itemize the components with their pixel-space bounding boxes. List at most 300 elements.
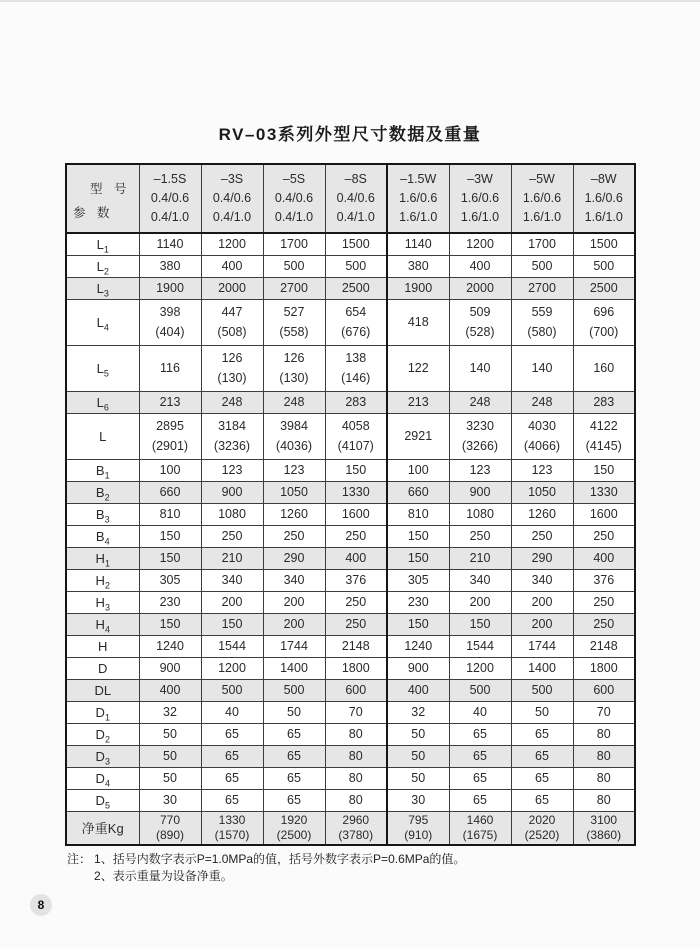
cell-line: 250 [593,529,615,543]
cell-line: 654 [345,305,367,319]
table-cell [511,613,573,635]
table-cell [387,635,449,657]
cell-line: 1544 [218,639,246,653]
cell-line: 65 [473,727,487,741]
table-cell [201,591,263,613]
row-label-subscript: 1 [104,470,110,481]
row-label: $D_3$ [66,745,139,767]
table-cell [201,459,263,481]
table-row [66,613,635,635]
table-cell [387,789,449,811]
cell-line: 1140 [156,237,184,252]
row-label: $D_4$ [66,767,139,789]
cell-line: (2520) [524,827,560,842]
table-cell [263,723,325,745]
cell-line: 50 [163,749,177,763]
table-cell [325,635,387,657]
column-header-line: 1.6/1.0 [522,210,562,224]
cell-line: 1240 [404,639,433,653]
table-cell [387,547,449,569]
table-cell [449,459,511,481]
table-cell [325,701,387,723]
row-label-subscript: 4 [103,322,109,333]
cell-line: 138 [345,351,367,365]
table-row [66,657,635,679]
cell-line: 2148 [589,639,618,653]
cell-line: 248 [283,395,305,409]
cell-line: 100 [159,463,181,477]
cell-line: 4058 [341,419,370,433]
table-cell [263,613,325,635]
table-cell [573,525,635,547]
cell-line: 1400 [280,661,308,675]
cell-line: (130) [279,371,309,385]
cell-line: 65 [287,749,301,763]
table-cell [387,525,449,547]
column-header-line: 0.4/1.0 [212,210,252,224]
cell-line: 1400 [528,661,556,675]
cell-line: 696 [593,305,615,319]
table-row [66,233,635,255]
cell-line: 2500 [589,281,618,295]
table-cell [139,345,201,391]
table-cell [511,525,573,547]
table-cell [263,255,325,277]
table-cell [387,613,449,635]
table-cell [263,299,325,345]
row-label: $B_1$ [66,459,139,481]
cell-line: 2020 [528,812,556,827]
table-cell [201,503,263,525]
row-label: L [66,413,139,459]
cell-line: 250 [221,529,243,543]
table-cell [201,745,263,767]
table-cell [387,345,449,391]
cell-line: 248 [221,395,243,409]
cell-line: 80 [596,727,611,741]
cell-line: 3184 [218,419,246,433]
table-cell [201,233,263,255]
cell-line: 150 [159,617,181,631]
cell-line: (910) [404,827,433,842]
table-cell [139,547,201,569]
table-cell [201,569,263,591]
table-cell [263,701,325,723]
cell-line: 150 [593,463,615,477]
cell-line: 559 [531,305,553,319]
row-label-subscript: 2 [103,266,109,277]
cell-line: (528) [465,325,495,339]
table-cell [387,391,449,413]
table-cell [449,745,511,767]
table-cell [325,277,387,299]
table-cell [573,613,635,635]
row-label: $D_2$ [66,723,139,745]
cell-line: 210 [469,551,491,565]
cell-line: 900 [407,661,429,675]
cell-line: 418 [407,315,429,329]
table-cell [387,591,449,613]
table-cell [201,413,263,459]
cell-line: 65 [535,771,549,785]
cell-line: (4145) [585,439,622,453]
cell-line: 2000 [218,281,246,295]
table-body [66,233,635,845]
table-cell [139,723,201,745]
table-row [66,345,635,391]
table-cell [573,635,635,657]
table-cell [449,255,511,277]
table-row [66,591,635,613]
table-cell [387,679,449,701]
cell-line: 380 [407,259,429,273]
cell-line: 65 [473,771,487,785]
table-cell [325,299,387,345]
table-cell [573,345,635,391]
table-cell [511,679,573,701]
table-cell [511,635,573,657]
table-cell [139,525,201,547]
table-cell [511,481,573,503]
row-label: $B_3$ [66,503,139,525]
cell-line: 509 [469,305,491,319]
row-label-subscript: 2 [104,580,110,591]
table-cell [139,413,201,459]
cell-line: 32 [163,705,177,719]
table-cell [511,657,573,679]
table-cell [449,701,511,723]
cell-line: 2895 [156,419,184,433]
table-cell [325,591,387,613]
notes-prefix: 注： [67,852,92,866]
row-label: $H_3$ [66,591,139,613]
table-cell [263,391,325,413]
table-cell [511,811,573,845]
cell-line: (4066) [523,439,561,453]
cell-line: 150 [345,463,367,477]
row-label: $H_4$ [66,613,139,635]
table-cell [263,767,325,789]
cell-line: 600 [345,683,367,697]
column-header-line: 1.6/0.6 [399,191,438,205]
table-cell [201,613,263,635]
table-cell [387,503,449,525]
column-header-line: –3W [467,172,493,186]
cell-line: 400 [345,551,367,565]
table-cell [573,413,635,459]
row-label-subscript: 5 [104,800,110,811]
cell-line: 50 [163,727,177,741]
table-cell [511,391,573,413]
table-header [66,164,635,233]
table-cell [263,413,325,459]
cell-line: 3100 [590,812,618,827]
cell-line: 795 [408,812,429,827]
table-row [66,459,635,481]
cell-line: 3230 [466,419,494,433]
column-header-line: 0.4/1.0 [150,210,190,224]
cell-line: (700) [589,325,619,339]
table-cell [449,233,511,255]
row-label: $B_2$ [66,481,139,503]
table-cell [139,679,201,701]
cell-line: 250 [345,529,367,543]
cell-line: 1600 [589,507,618,521]
table-cell [449,591,511,613]
cell-line: 1140 [404,237,432,252]
cell-line: 447 [221,305,243,319]
table-cell [325,547,387,569]
table-cell [573,679,635,701]
table-cell [201,701,263,723]
row-label-subscript: 2 [104,492,110,503]
table-cell [263,657,325,679]
table-cell [325,657,387,679]
column-header-line: 1.6/1.0 [584,210,623,224]
column-header [387,164,449,233]
table-cell [325,391,387,413]
column-header-line: 0.4/1.0 [274,210,314,224]
row-label: $L_1$ [66,233,139,255]
table-row [66,811,635,845]
table-cell [325,503,387,525]
cell-line: 500 [531,259,553,273]
row-label-subscript: 3 [104,756,110,767]
cell-line: 305 [407,573,429,587]
cell-line: 248 [531,395,553,409]
table-cell [139,767,201,789]
row-label: $H_1$ [66,547,139,569]
cell-line: 80 [348,771,363,785]
table-cell [201,299,263,345]
table-cell [573,569,635,591]
table-cell [325,255,387,277]
cell-line: 398 [159,305,181,319]
cell-line: 500 [531,683,553,697]
table-cell [387,569,449,591]
cell-line: 65 [287,727,301,741]
table-cell [573,745,635,767]
table-cell [201,635,263,657]
column-header [139,164,201,233]
cell-line: 80 [596,771,611,785]
table-row [66,299,635,345]
cell-line: 810 [159,507,181,521]
table-cell [449,723,511,745]
cell-line: 500 [283,259,305,273]
row-label-subscript: 1 [104,712,110,723]
table-cell [449,657,511,679]
cell-line: 2700 [528,281,556,295]
note-line: 1、括号内数字表示P=1.0MPa的值，括号外数字表示P=0.6MPa的值。 [94,852,466,866]
cell-line: 810 [407,507,429,521]
row-label: $L_2$ [66,255,139,277]
cell-line: 250 [283,529,305,543]
table-cell [139,657,201,679]
cell-line: (3780) [338,827,374,842]
cell-line: (558) [279,325,309,339]
cell-line: 1200 [218,237,246,252]
cell-line: 1600 [341,507,370,521]
table-cell [573,481,635,503]
cell-line: 290 [283,551,305,565]
table-cell [325,413,387,459]
cell-line: (3860) [586,827,622,842]
row-label: $L_6$ [66,391,139,413]
column-header-line: –3S [220,172,244,186]
cell-line: 1050 [528,485,556,499]
row-label-subscript: 5 [103,368,109,379]
cell-line: 250 [593,617,615,631]
cell-line: 283 [593,395,615,409]
table-cell [139,233,201,255]
table-cell [201,277,263,299]
cell-line: 100 [407,463,429,477]
table-cell [449,547,511,569]
table-cell [449,811,511,845]
cell-line: 80 [348,727,363,741]
row-label: D [66,657,139,679]
cell-line: 1200 [218,661,246,675]
table-cell [449,525,511,547]
cell-line: 1330 [341,485,370,499]
table-cell [325,745,387,767]
table-cell [263,635,325,657]
cell-line: 140 [531,361,553,375]
table-cell [573,233,635,255]
column-header-line: 0.4/1.0 [336,210,375,224]
table-cell [139,635,201,657]
cell-line: 70 [348,705,363,719]
table-cell [139,459,201,481]
row-label-subscript: 3 [103,288,109,299]
table-row [66,391,635,413]
table-cell [139,701,201,723]
table-row [66,503,635,525]
row-label: $L_4$ [66,299,139,345]
cell-line: 116 [160,361,180,375]
cell-line: 376 [593,573,615,587]
table-cell [263,525,325,547]
table-cell [325,679,387,701]
table-cell [263,591,325,613]
table-cell [449,679,511,701]
cell-line: (2500) [276,827,312,842]
table-cell [263,459,325,481]
table-cell [263,811,325,845]
cell-line: 80 [596,793,611,807]
table-cell [573,811,635,845]
column-header-line: 0.4/0.6 [212,191,252,205]
table-row [66,635,635,657]
table-cell [511,503,573,525]
table-cell [573,503,635,525]
cell-line: 213 [407,395,429,409]
table-cell [325,569,387,591]
cell-line: (146) [341,371,371,385]
table-cell [263,547,325,569]
table-cell [325,459,387,481]
column-header [449,164,511,233]
cell-line: 1700 [528,237,556,252]
cell-line: 248 [469,395,491,409]
table-cell [387,701,449,723]
table-cell [201,767,263,789]
cell-line: 1920 [280,812,308,827]
cell-line: 65 [535,793,549,807]
cell-line: 500 [593,259,615,273]
table-cell [387,481,449,503]
table-cell [573,391,635,413]
table-cell [201,657,263,679]
cell-line: 660 [159,485,181,499]
table-cell [449,635,511,657]
table-cell [449,789,511,811]
table-cell [573,547,635,569]
table-row [66,789,635,811]
table-cell [511,277,573,299]
table-cell [511,701,573,723]
cell-line: 1240 [156,639,184,653]
table-cell [449,345,511,391]
cell-line: 1800 [589,661,618,675]
cell-line: (580) [527,325,557,339]
header-row [66,164,635,233]
cell-line: (676) [341,325,371,339]
cell-line: 65 [473,793,487,807]
cell-line: 65 [535,727,549,741]
table-cell [387,255,449,277]
cell-line: 50 [411,727,426,741]
cell-line: 200 [221,595,243,609]
table-cell [263,745,325,767]
table-cell [325,345,387,391]
cell-line: 30 [411,793,426,807]
table-row [66,745,635,767]
column-header [511,164,573,233]
table-cell [263,277,325,299]
cell-line: 123 [221,463,243,477]
cell-line: 65 [225,727,239,741]
table-row [66,723,635,745]
cell-line: 30 [163,793,177,807]
table-cell [139,613,201,635]
cell-line: 376 [345,573,367,587]
page-number-badge: 8 [30,894,52,916]
cell-line: 400 [407,683,429,697]
row-label-subscript: 6 [103,402,109,413]
cell-line: 1744 [280,639,308,653]
cell-line: 900 [469,485,491,499]
column-header [201,164,263,233]
table-cell [449,413,511,459]
cell-line: 50 [163,771,177,785]
cell-line: (3266) [461,439,499,453]
table-cell [139,299,201,345]
cell-line: 305 [159,573,181,587]
table-cell [139,503,201,525]
cell-line: 283 [345,395,367,409]
table-cell [263,789,325,811]
table-cell [139,591,201,613]
table-cell [573,723,635,745]
cell-line: 200 [283,617,305,631]
table-cell [387,459,449,481]
cell-line: 40 [225,705,239,719]
table-row [66,701,635,723]
row-label-subscript: 1 [103,244,109,255]
cell-line: 122 [407,361,429,375]
